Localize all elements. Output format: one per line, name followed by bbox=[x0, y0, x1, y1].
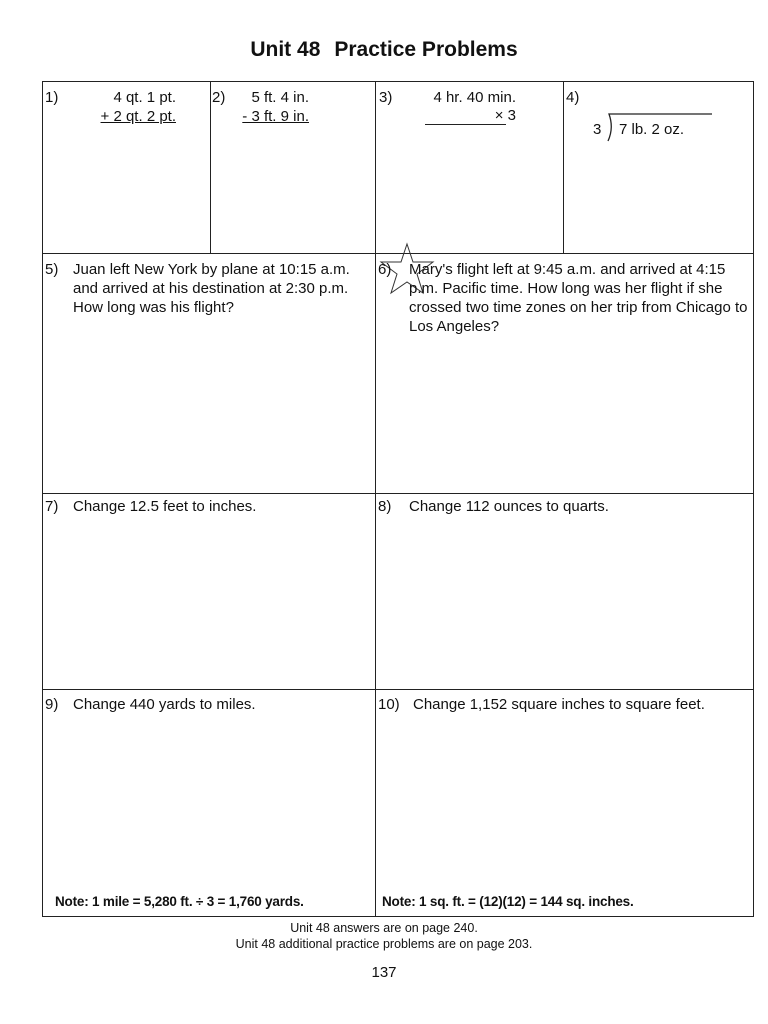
page-number: 137 bbox=[371, 964, 397, 981]
arith-line-2: - 3 ft. 9 in. bbox=[242, 108, 309, 125]
problem-9 bbox=[43, 689, 375, 917]
answers-note: Unit 48 answers are on page 240. bbox=[290, 921, 478, 935]
problem-text: Change 112 ounces to quarts. bbox=[409, 498, 609, 515]
dividend: 7 lb. 2 oz. bbox=[619, 121, 685, 138]
title-text: Practice Problems bbox=[334, 38, 518, 61]
problem-grid bbox=[42, 81, 754, 917]
problem-text: Mary's flight left at 9:45 a.m. and arrived at 4:15 p.m. Pacific time. How long was her flight if she crossed two time zones on her trip from Chicago to Los Angeles? bbox=[409, 261, 748, 335]
problem-number: 8) bbox=[378, 498, 392, 515]
problem-number: 3) bbox=[379, 89, 393, 106]
problem-text: Change 12.5 feet to inches. bbox=[73, 498, 257, 515]
problem-number: 6) bbox=[378, 261, 392, 278]
problem-number: 9) bbox=[45, 696, 59, 713]
conversion-note: Note: 1 mile = 5,280 ft. ÷ 3 = 1,760 yards. bbox=[55, 894, 304, 909]
problem-4 bbox=[563, 82, 755, 253]
problem-number: 5) bbox=[45, 261, 59, 278]
problem-number: 2) bbox=[212, 89, 226, 106]
problem-text: Change 440 yards to miles. bbox=[73, 696, 256, 713]
unit-label: Unit 48 bbox=[250, 38, 321, 61]
problem-10 bbox=[375, 689, 755, 917]
problem-2 bbox=[210, 82, 375, 253]
problem-number: 4) bbox=[566, 89, 580, 106]
arith-line-1: 4 qt. 1 pt. bbox=[113, 89, 176, 106]
problem-number: 1) bbox=[45, 89, 59, 106]
arith-line-2: × 3 bbox=[494, 107, 516, 124]
problem-1 bbox=[43, 82, 210, 253]
arith-line-1: 4 hr. 40 min. bbox=[433, 89, 516, 106]
problem-text: Change 1,152 square inches to square feet. bbox=[413, 696, 705, 713]
conversion-note: Note: 1 sq. ft. = (12)(12) = 144 sq. inches. bbox=[382, 894, 634, 909]
arith-line-1: 5 ft. 4 in. bbox=[251, 89, 309, 106]
problem-6 bbox=[375, 253, 755, 493]
problem-5 bbox=[43, 253, 375, 493]
problem-number: 10) bbox=[378, 696, 400, 713]
problem-number: 7) bbox=[45, 498, 59, 515]
page-title bbox=[0, 38, 768, 62]
problem-text: Juan left New York by plane at 10:15 a.m. and arrived at his destination at 2:30 p.m. How long was his flight? bbox=[73, 261, 350, 316]
divisor: 3 bbox=[593, 121, 602, 138]
product-rule bbox=[425, 124, 506, 125]
problem-8 bbox=[375, 493, 755, 689]
arith-line-2: + 2 qt. 2 pt. bbox=[100, 108, 176, 125]
problem-7 bbox=[43, 493, 375, 689]
problem-3 bbox=[375, 82, 563, 253]
additional-problems-note: Unit 48 additional practice problems are on page 203. bbox=[235, 937, 533, 951]
